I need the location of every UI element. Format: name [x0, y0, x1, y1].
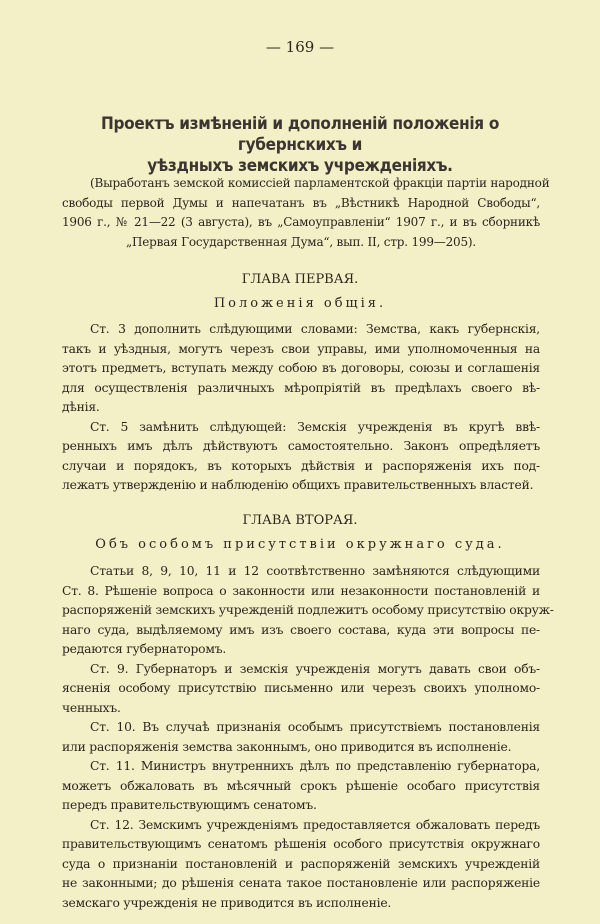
text-line: Ст. 12. Земскимъ учрежденіямъ предоставляется обжаловать передъ	[90, 817, 540, 832]
subtitle-line: „Первая Государственная Дума“, вып. II, стр. 199—205).	[126, 234, 476, 249]
text-line: этотъ предметъ, вступать между собою въ договоры, союзы и соглашенія	[62, 361, 540, 375]
text-line: наго суда, выдѣляемому имъ изъ своего состава, куда эти вопросы пе-	[62, 622, 540, 637]
subtitle-note	[62, 174, 550, 252]
text-line: или распоряженія земства законнымъ, оно приводится въ исполненіе.	[62, 739, 512, 754]
text-line: ченныхъ.	[62, 700, 121, 715]
subtitle-line: (Выработанъ земской комиссіей парламентской фракціи партіи народной	[90, 176, 550, 190]
chapter-2-subheading: Объ особомъ присутствіи окружнаго суда.	[95, 537, 505, 552]
subtitle-line: свободы первой Думы и напечатанъ въ „Вѣстникѣ Народной Свободы“,	[62, 195, 540, 210]
text-line: Статьи 8, 9, 10, 11 и 12 соотвѣтственно замѣняются слѣдующими	[90, 564, 540, 578]
subtitle-line: 1906 г., № 21—22 (3 августа), въ „Самоуправленіи“ 1907 г., и въ сборникѣ	[62, 215, 540, 229]
title-line: уѣздныхъ земскихъ учрежденіяхъ.	[147, 156, 453, 176]
text-line: для осуществленія различныхъ мѣропріятій въ предѣлахъ своего вѣ-	[62, 380, 540, 395]
text-line: передъ правительствующимъ сенатомъ.	[62, 798, 317, 812]
text-line: Ст. 9. Губернаторъ и земскія учрежденія могутъ давать свои объ-	[90, 661, 540, 676]
text-line: можетъ обжаловать въ мѣсячный срокъ рѣшеніе особаго присутствія	[62, 778, 540, 793]
text-line: такъ и уѣздныя, могутъ черезъ свои управы, ими уполномоченныя на	[62, 341, 540, 356]
text-line: Ст. 8. Рѣшеніе вопроса о законности или незаконности постановленій и	[62, 583, 540, 598]
text-line: ренныхъ имъ дѣлъ дѣйствуютъ самостоятельно. Законъ опредѣляетъ	[62, 439, 540, 453]
text-line: дѣнія.	[62, 400, 100, 414]
chapter-1-body	[62, 320, 540, 496]
chapter-2-heading: ГЛАВА ВТОРАЯ.	[242, 513, 358, 528]
text-line: правительствующимъ сенатомъ рѣшенія особого присутствія окружнаго	[62, 837, 540, 851]
chapter-1-subheading: Положенія общія.	[213, 296, 387, 311]
page-number: — 169 —	[265, 38, 335, 56]
text-line: Ст. 5 замѣнить слѣдующей: Земскія учрежденія въ кругѣ ввѣ-	[90, 419, 540, 434]
text-line: Ст. 11. Министръ внутреннихъ дѣлъ по представленію губернатора,	[90, 759, 540, 773]
chapter-1-heading: ГЛАВА ПЕРВАЯ.	[241, 272, 359, 287]
text-line: Ст. 3 дополнить слѣдующими словами: Земства, какъ губернскія,	[90, 322, 540, 336]
title-line: Проектъ измѣненій и дополненій положенія о губернскихъ и	[100, 114, 500, 155]
text-line: распоряженій земскихъ учрежденій подлежитъ особому присутствію окруж-	[62, 603, 554, 617]
text-line: земскаго учрежденія не приводится въ исполненіе.	[62, 895, 392, 910]
document-title	[55, 114, 545, 177]
text-line: случаи и порядокъ, въ которыхъ дѣйствія и распоряженія ихъ под-	[62, 458, 540, 473]
text-line: не законными; до рѣшенія сената такое постановленіе или распоряженіе	[62, 876, 540, 890]
chapter-2-body	[62, 562, 554, 913]
text-line: суда о признаніи постановленій и распоряженій земскихъ учрежденій	[62, 856, 540, 871]
text-line: лежатъ утвержденію и наблюденію общихъ правительственныхъ властей.	[62, 478, 534, 492]
text-line: редаются губернаторомъ.	[62, 642, 227, 656]
text-line: ясненія особому присутствію письменно или черезъ своихъ уполномо-	[62, 681, 540, 695]
text-line: Ст. 10. Въ случаѣ признанія особымъ присутствіемъ постановленія	[90, 720, 540, 734]
